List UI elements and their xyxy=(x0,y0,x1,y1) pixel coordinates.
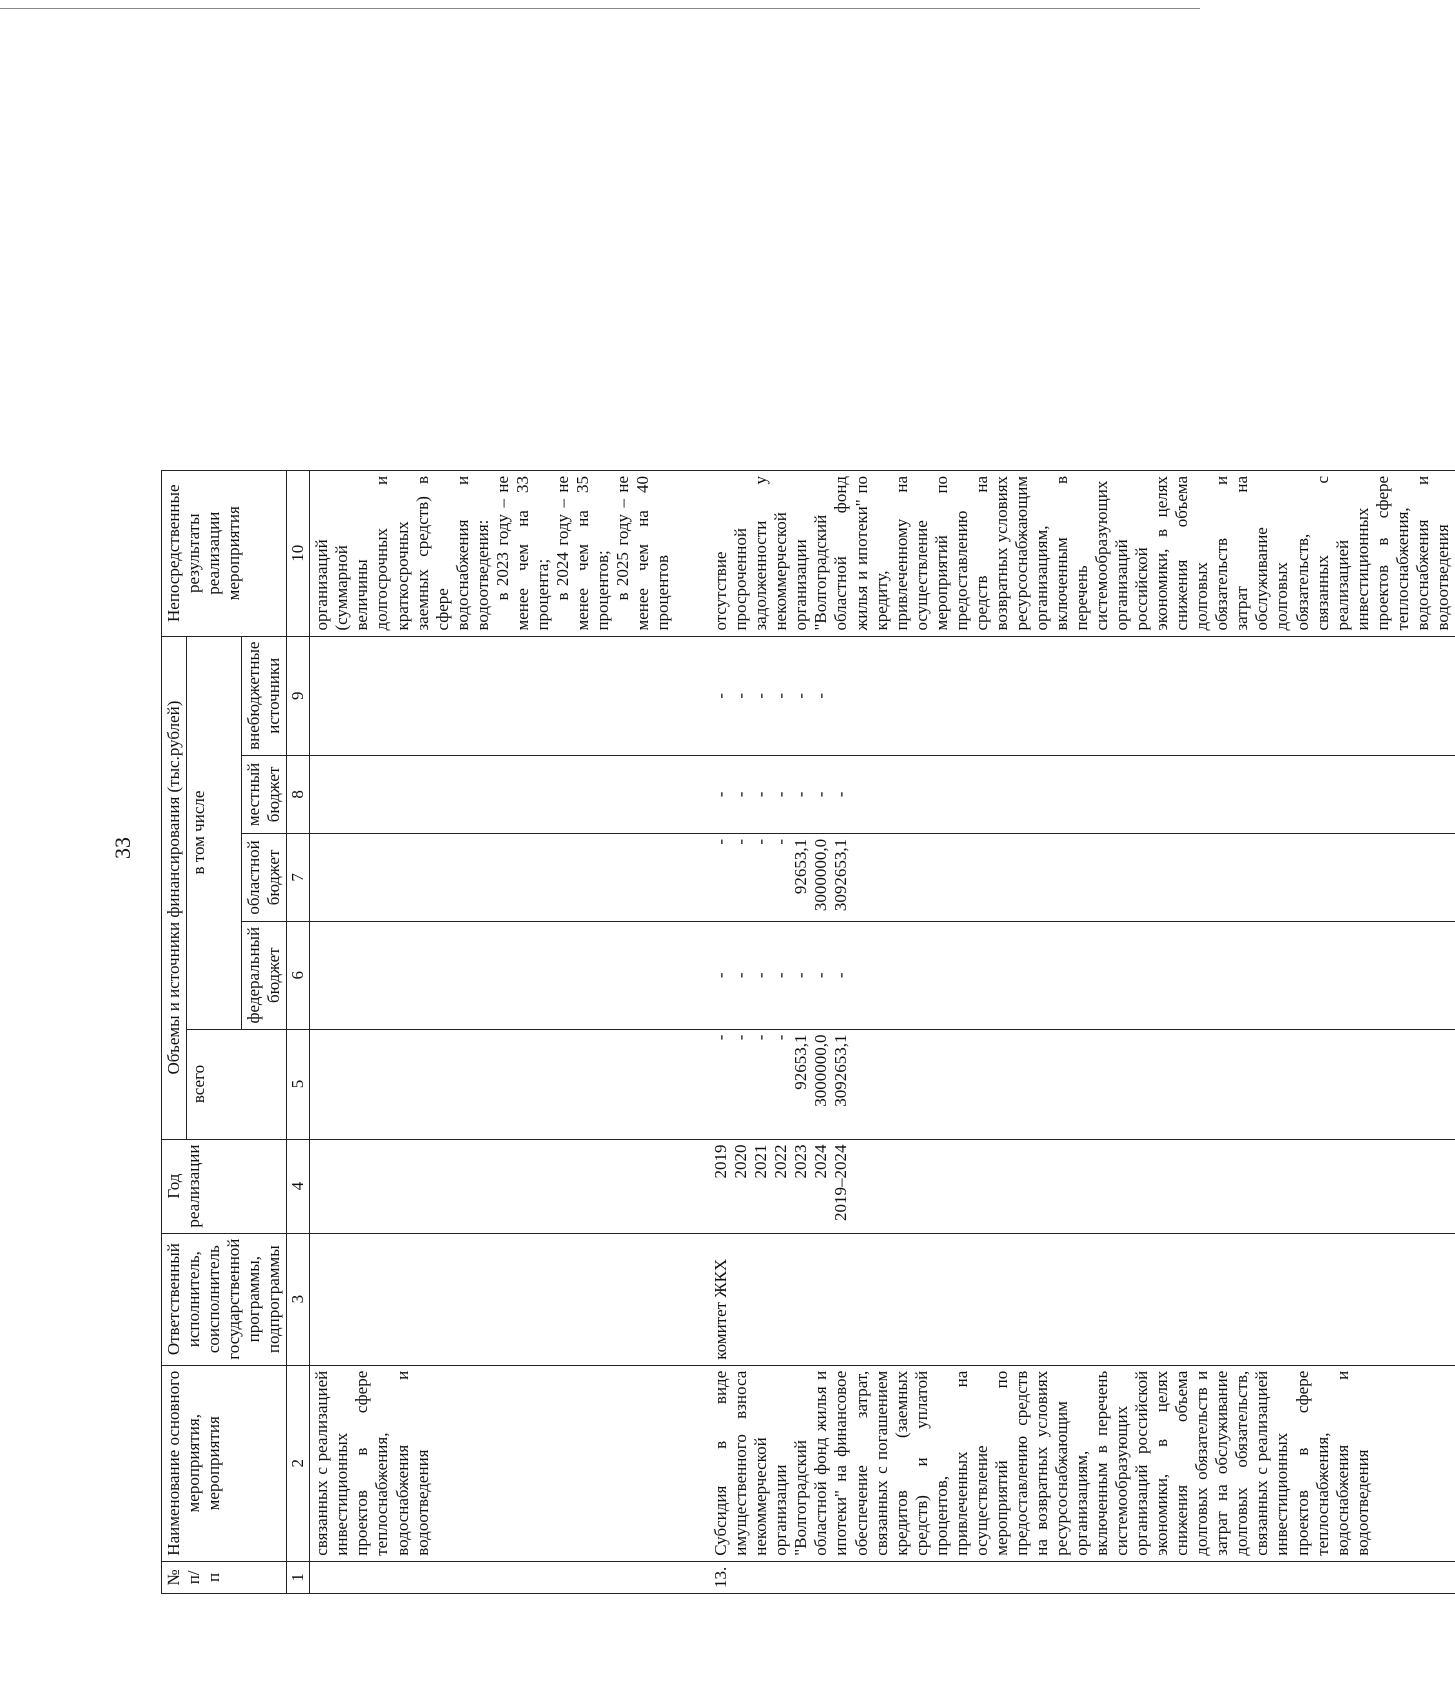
table-row-13 xyxy=(709,470,1455,1593)
header-including: в том числе xyxy=(187,636,242,1029)
executor: комитет ЖКХ xyxy=(709,1233,1455,1365)
total-cell: - - - - 92653,1 3000000,0 3092653,1 xyxy=(709,1029,1455,1139)
column-number: 1 xyxy=(287,1561,310,1593)
regional-budget-cell: - - - - 92653,1 3000000,0 3092653,1 xyxy=(709,833,1455,921)
header-local-budget: местный бюджет xyxy=(242,755,287,833)
activity-name: Субсидия в виде имущественного взноса некоммерческой организации "Волгоградский областной фонд жилья и ипотеки" на финансовое обеспечение затрат, связанных с погашением кредитов (заемных средств) и уплатой процентов, привлеченных на осуществление мероприятий по предоставлению средств на возвратных условиях ресурсоснабжающим организациям, включенным в перечень системообразующих организаций российской экономики, в целях снижения объема долговых обязательств и затрат на обслуживание долговых обязательств, связанных с реализацией инвестиционных проектов в сфере теплоснабжения, водоснабжения и водоотведения xyxy=(709,1365,1455,1561)
result-continued: организаций (суммарной величины долгосрочных и краткосрочных заемных средств) в сфере водоснабжения и водоотведения: в 2023 году – не менее чем на 33 процента; в 2024 году – не менее чем на 35 процентов; в 2025 году – не менее чем на 40 процентов xyxy=(310,470,675,636)
header-year: Год реализации xyxy=(162,1139,287,1233)
header-num: № п/п xyxy=(162,1561,287,1593)
program-activities-table xyxy=(161,470,1455,1594)
column-number: 5 xyxy=(287,1029,310,1139)
column-number: 10 xyxy=(287,470,310,636)
rotated-table-sheet xyxy=(161,86,1452,1594)
page-number: 33 xyxy=(110,837,135,859)
column-number: 2 xyxy=(287,1365,310,1561)
column-number: 8 xyxy=(287,755,310,833)
header-activity-name: Наименование основного мероприятия, мероприятия xyxy=(162,1365,287,1561)
federal-budget-cell: - - - - - - - xyxy=(709,921,1455,1029)
activity-name-continued: связанных с реализацией инвестиционных проектов в сфере теплоснабжения, водоснабжения и водоотведения xyxy=(310,1365,675,1561)
header-funding: Объемы и источники финансирования (тыс.рублей) xyxy=(162,636,187,1139)
column-number: 9 xyxy=(287,636,310,755)
header-regional-budget: областной бюджет xyxy=(242,833,287,921)
local-budget-cell: - - - - - - - xyxy=(709,755,1455,833)
column-number: 4 xyxy=(287,1139,310,1233)
column-number: 6 xyxy=(287,921,310,1029)
scan-edge-line xyxy=(0,8,1200,9)
header-total: всего xyxy=(187,1029,287,1139)
header-executor: Ответственный исполнитель, соисполнитель государственной программы, подпрограммы xyxy=(162,1233,287,1365)
column-number: 3 xyxy=(287,1233,310,1365)
result: отсутствие просроченной задолженности у некоммерческой организации "Волгоградский областной фонд жилья и ипотеки" по кредиту, привлеченному на осуществление мероприятий по предоставлению средств на возвратных условиях ресурсоснабжающим организациям, включенным в перечень системообразующих организаций российской экономики, в целях снижения объема долговых обязательств и затрат на обслуживание долговых обязательств, связанных с реализацией инвестиционных проектов в сфере теплоснабжения, водоснабжения и водоотведения xyxy=(709,470,1455,636)
header-results: Непосредственные результаты реализации мероприятия xyxy=(162,470,287,636)
year-cell: 2019 2020 2021 2022 2023 2024 2019–2024 xyxy=(709,1139,1455,1233)
extrabudgetary-cell: - - - - - - xyxy=(709,636,1455,755)
row-number: 13. xyxy=(709,1561,1455,1593)
column-number: 7 xyxy=(287,833,310,921)
table-row-continued xyxy=(310,470,675,1593)
header-extrabudgetary: внебюджетные источники xyxy=(242,636,287,755)
header-federal-budget: федеральный бюджет xyxy=(242,921,287,1029)
